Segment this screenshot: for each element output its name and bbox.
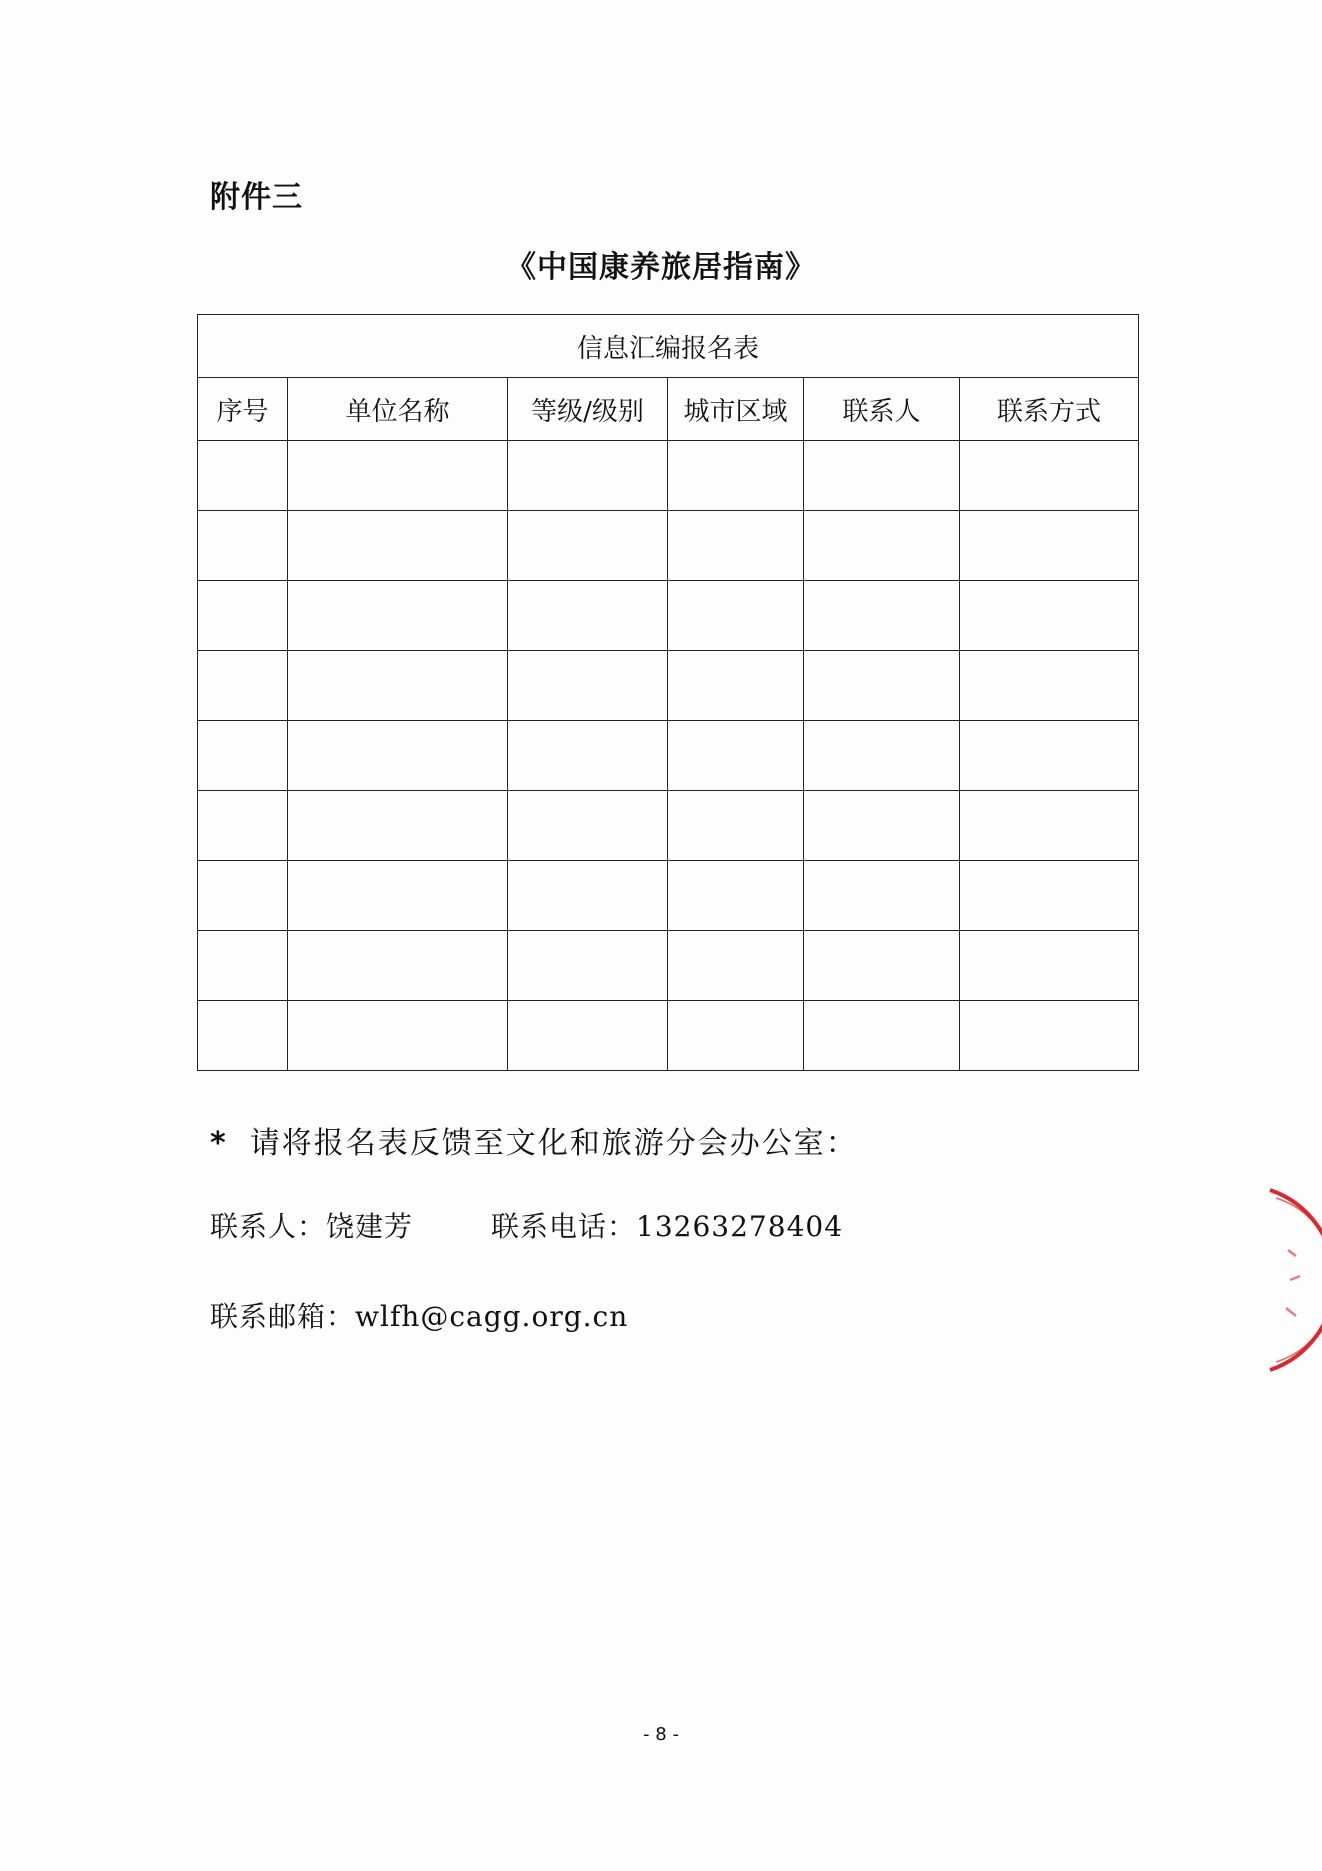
column-header-contact-person: 联系人: [804, 378, 960, 441]
table-cell: [508, 931, 668, 1001]
submission-note: [210, 1118, 858, 1162]
table-cell: [960, 651, 1139, 721]
table-cell: [668, 791, 804, 861]
document-title: 《中国康养旅居指南》: [506, 250, 816, 285]
column-header-grade: 等级/级别: [508, 378, 668, 441]
table-cell: [668, 931, 804, 1001]
table-cell: [668, 581, 804, 651]
table-cell: [960, 581, 1139, 651]
table-cell: [288, 791, 508, 861]
table-cell: [198, 721, 288, 791]
table-cell: [198, 1001, 288, 1071]
attachment-label: 附件三: [210, 180, 303, 215]
form-body: [198, 441, 1139, 1071]
table-cell: [288, 861, 508, 931]
contact-email: wlfh@cagg.org.cn: [355, 1300, 629, 1333]
table-cell: [668, 721, 804, 791]
table-cell: [508, 721, 668, 791]
table-cell: [198, 441, 288, 511]
table-cell: [804, 581, 960, 651]
table-cell: [288, 581, 508, 651]
table-row: [198, 511, 1139, 581]
table-cell: [288, 511, 508, 581]
table-cell: [508, 651, 668, 721]
table-cell: [508, 581, 668, 651]
contact-phone-label: 联系电话：: [491, 1210, 637, 1243]
table-cell: [288, 721, 508, 791]
column-header-unit-name: 单位名称: [288, 378, 508, 441]
table-cell: [288, 651, 508, 721]
table-cell: [668, 651, 804, 721]
table-row: [198, 931, 1139, 1001]
table-cell: [804, 511, 960, 581]
column-header-contact-method: 联系方式: [960, 378, 1139, 441]
contact-person-label: 联系人：: [210, 1210, 327, 1243]
table-cell: [960, 721, 1139, 791]
email-line: [210, 1295, 628, 1335]
table-cell: [508, 511, 668, 581]
column-header-city-region: 城市区域: [668, 378, 804, 441]
red-seal-stamp: [1240, 1180, 1322, 1380]
table-cell: [508, 791, 668, 861]
table-row: [198, 441, 1139, 511]
form-caption: 信息汇编报名表: [198, 315, 1139, 378]
table-cell: [198, 581, 288, 651]
contact-phone: 13263278404: [636, 1210, 844, 1243]
table-cell: [960, 931, 1139, 1001]
table-row: [198, 791, 1139, 861]
table-cell: [960, 791, 1139, 861]
page-number: - 8 -: [643, 1724, 679, 1745]
table-cell: [960, 861, 1139, 931]
table-row: [198, 581, 1139, 651]
table-cell: [198, 861, 288, 931]
table-cell: [804, 861, 960, 931]
table-cell: [198, 511, 288, 581]
note-bullet: *: [210, 1126, 228, 1161]
table-cell: [804, 721, 960, 791]
registration-form-table: [197, 314, 1139, 1071]
table-cell: [804, 791, 960, 861]
table-cell: [804, 441, 960, 511]
column-header-serial: 序号: [198, 378, 288, 441]
note-text: 请将报名表反馈至文化和旅游分会办公室：: [249, 1126, 858, 1161]
table-row: [198, 651, 1139, 721]
table-cell: [198, 651, 288, 721]
table-row: [198, 721, 1139, 791]
table-cell: [668, 861, 804, 931]
contact-email-label: 联系邮箱：: [210, 1300, 356, 1333]
table-cell: [508, 1001, 668, 1071]
table-cell: [508, 441, 668, 511]
table-cell: [508, 861, 668, 931]
table-cell: [668, 441, 804, 511]
table-cell: [668, 511, 804, 581]
table-cell: [804, 1001, 960, 1071]
table-cell: [198, 791, 288, 861]
table-cell: [960, 1001, 1139, 1071]
contact-line: [210, 1205, 843, 1245]
contact-person-name: 饶建芳: [326, 1210, 414, 1243]
table-cell: [668, 1001, 804, 1071]
table-cell: [288, 441, 508, 511]
table-row: [198, 861, 1139, 931]
table-cell: [288, 1001, 508, 1071]
table-cell: [198, 931, 288, 1001]
table-cell: [960, 441, 1139, 511]
table-cell: [804, 651, 960, 721]
table-cell: [960, 511, 1139, 581]
table-cell: [804, 931, 960, 1001]
table-cell: [288, 931, 508, 1001]
table-row: [198, 1001, 1139, 1071]
